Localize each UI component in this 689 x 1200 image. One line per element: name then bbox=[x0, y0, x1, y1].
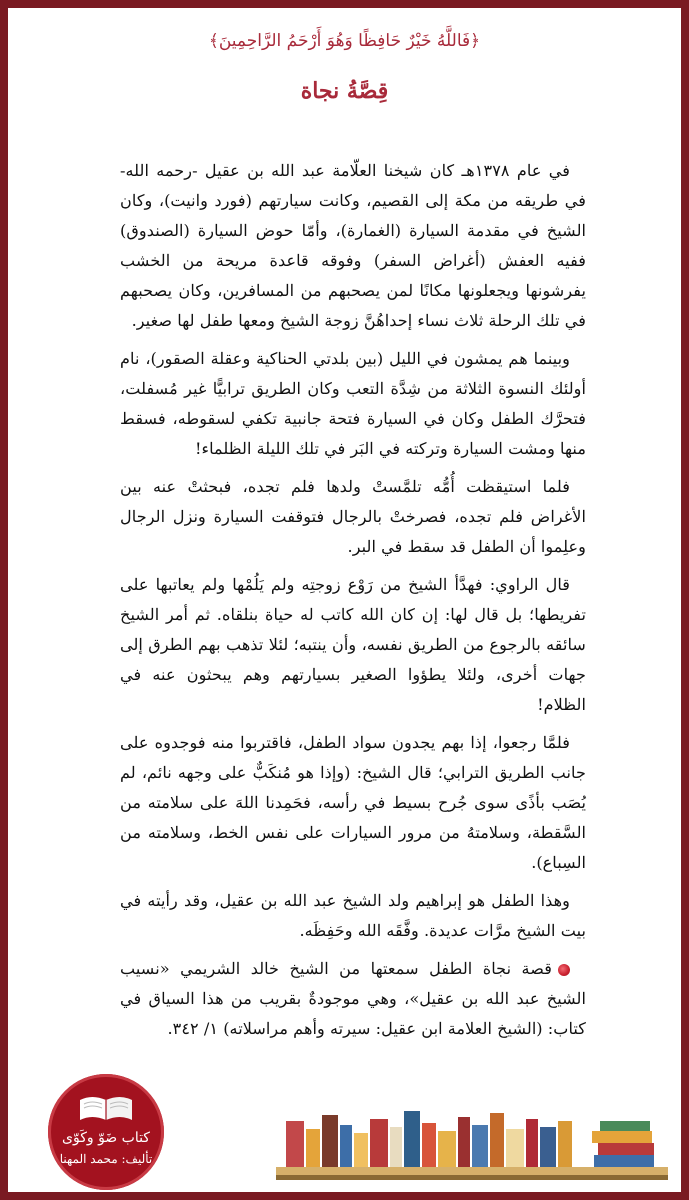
paragraph-4: قال الراوي: فهدَّأ الشيخ من رَوْع زوجتِه ولم يَلُمْها ولم يعاتبها على تفريطها؛ بل قال لها: إن كان الله كاتب له حياة بنلقاه. ثم أمر الشيخ سائقه بالرجوع من الطريق نفسه، وأن ينتبه؛ لئلا تذهب بهم الطرق إلى جهات أخرى، ولئلا يطؤوا الصغير بسيارتهم وهم يبحثون عنه في الظلام! bbox=[120, 575, 586, 714]
seal-author: تأليف: محمد المهنا bbox=[59, 1152, 153, 1166]
paragraph-2: وبينما هم يمشون في الليل (بين بلدتي الحناكية وعقلة الصقور)، نام أولئك النسوة الثلاثة من شِدَّة التعب وكان الطريق ترابيًّا غير مُسفلت، فتحرَّك الطفل وكان في السيارة فتحة جانبية تكفي لسقوطه، فسقط منها ومشت السيارة وتركته في البَر في تلك الليلة الظلماء! bbox=[120, 349, 586, 458]
open-book-icon bbox=[78, 1092, 134, 1122]
paragraph-5: فلمَّا رجعوا، إذا بهم يجدون سواد الطفل، فاقتربوا منه فوجدوه على جانب الطريق الترابي؛ قال الشيخ: (وإذا هو مُنكَبٌّ على وجهه نائم، لم يُصَب بأذًى سوى جُرح بسيط في رأسه، فحَمِدنا اللهَ على سلامته من السَّقطة، وسلامتهُ من مرور السيارات على نفس الخط، وسلامته من السِباع). bbox=[120, 733, 586, 872]
quran-verse: ﴿فَاللَّهُ خَيْرٌ حَافِظًا وَهُوَ أَرْحَمُ الرَّاحِمِينَ﴾ bbox=[208, 31, 481, 51]
story-body bbox=[120, 156, 586, 1052]
story-title: قِصَّةُ نجاة bbox=[300, 78, 389, 104]
paragraph-1: في عام ١٣٧٨هـ كان شيخنا العلّامة عبد الله بن عقيل -رحمه الله- في طريقه من مكة إلى القصيم، وكانت سيارتهم (فورد وانيت)، وكان الشيخ في مقدمة السيارة (الغمارة)، وأمّا حوض السيارة (الصندوق) ففيه العفش (أغراض السفر) وفوقه قاعدة مريحة من الخشب يفرشونها ويجعلونها مكانًا لمن يصحبهم من المسافرين، وكان يصحبهم في تلك الرحلة ثلاث نساء إحداهُنَّ زوجة الشيخ ومعها طفل لها صغير. bbox=[120, 161, 586, 330]
paragraph-3: فلما استيقظت أُمُّه تلمَّستْ ولدها فلم تجده، فبحثتْ عنه بين الأغراض فلم تجده، فصرختْ بالرجال فتوقفت السيارة ونزل الرجال وعلِموا أن الطفل قد سقط في البر. bbox=[120, 477, 586, 556]
source-note bbox=[120, 954, 586, 1044]
bookshelf-illustration bbox=[276, 1103, 668, 1183]
book-seal bbox=[48, 1074, 164, 1190]
source-note-text: قصة نجاة الطفل سمعتها من الشيخ خالد الشريمي «نسيب الشيخ عبد الله بن عقيل»، وهي موجودةٌ بقريب من هذا السياق في كتاب: (الشيخ العلامة ابن عقيل: سيرته وأهم مراسلاته) ١/ ٣٤٢. bbox=[120, 959, 586, 1038]
paragraph-6: وهذا الطفل هو إبراهيم ولد الشيخ عبد الله بن عقيل، وقد رأيته في بيت الشيخ مرَّات عديدة. وفَّقَه الله وحَفِظَه. bbox=[120, 891, 586, 940]
red-bullet-icon bbox=[558, 964, 570, 976]
page bbox=[8, 8, 681, 1192]
seal-book-title: كتاب ضَوّ وكَوّى bbox=[62, 1130, 150, 1146]
